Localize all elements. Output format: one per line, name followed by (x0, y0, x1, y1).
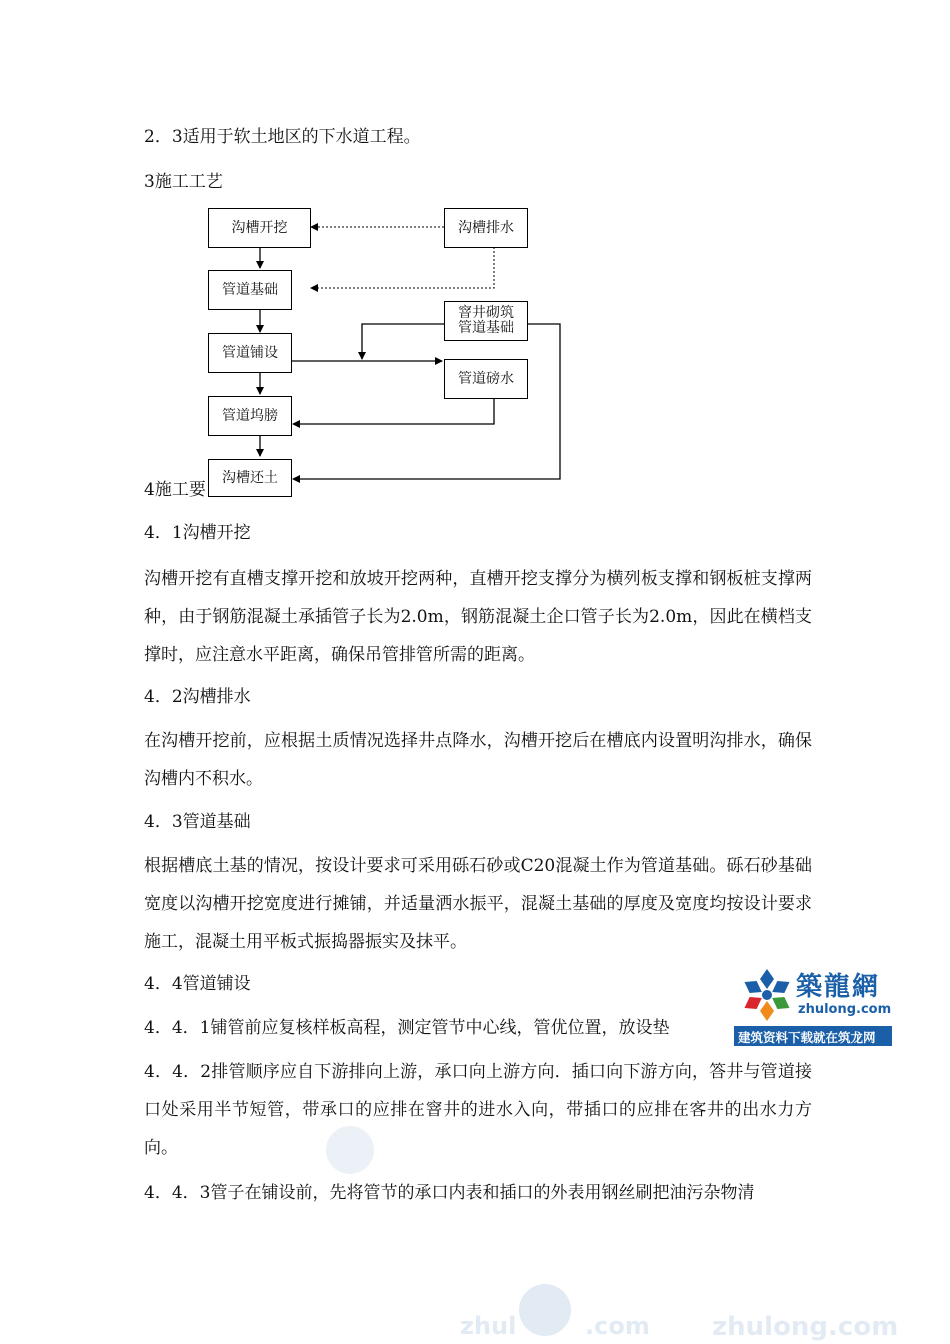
flow-box-label: 沟槽还土 (222, 469, 278, 486)
flow-box-label: 管道坞膀 (222, 407, 278, 424)
arrow-watertest-to-haunch (293, 398, 494, 424)
faint-watermark-mid: .com (585, 1312, 650, 1340)
flow-box-water-test (444, 359, 528, 399)
clause-4-4-2: 4．4．2排管顺序应自下游排向上游，承口向上游方向．插口向下游方向，答井与管道接口处采用半节短管，带承口的应排在窨井的进水入向，带插口的应排在客井的出水力方向。 (144, 1062, 812, 1158)
section-4-heading-partial: 4施工要 (144, 480, 206, 500)
heading-4-1: 4．1沟槽开挖 (144, 523, 251, 543)
arrow-drainage-to-foundation (311, 247, 494, 288)
flow-box-manhole-masonry (444, 301, 528, 341)
faint-snowflake-bottom (510, 1280, 580, 1344)
zhulong-slogan: 建筑资料下载就在筑龙网 (738, 1030, 876, 1045)
flow-box-label: 管道基础 (222, 281, 278, 298)
heading-4-3: 4．3管道基础 (144, 812, 251, 832)
flow-box-pipe-laying (208, 333, 292, 373)
faint-snowflake-mid (320, 1120, 380, 1184)
zhulong-watermark-logo (734, 962, 892, 1046)
clause-4-4-1: 4．4．1铺管前应复核样板高程，测定管节中心线，管优位置，放设垫 (144, 1018, 670, 1038)
zhulong-domain: zhulong.com (798, 1002, 892, 1017)
flow-box-trench-backfill (208, 459, 292, 497)
heading-4-4: 4．4管道铺设 (144, 974, 251, 994)
clause-4-4-3: 4．4．3管子在铺设前，先将管节的承口内表和插口的外表用钢丝刷把油污杂物清 (144, 1183, 755, 1203)
section-3-heading: 3施工工艺 (144, 172, 223, 192)
faint-watermark-right: zhulong.com (712, 1312, 899, 1342)
flow-box-pipe-haunching (208, 396, 292, 436)
flow-box-label: 管道铺设 (222, 344, 278, 361)
flow-box-label: 沟槽排水 (458, 219, 514, 236)
faint-snowflake-icon (510, 1280, 580, 1340)
paragraph-4-2: 在沟槽开挖前，应根据土质情况选择井点降水，沟槽开挖后在槽底内设置明沟排水，确保沟槽内不积水。 (144, 731, 812, 789)
flow-box-pipe-foundation (208, 270, 292, 310)
faint-watermark-left: zhul (460, 1312, 517, 1340)
flow-box-label: 管道基础 (458, 320, 514, 336)
flow-box-trench-drainage (444, 208, 528, 248)
flow-box-label: 管道磅水 (458, 370, 514, 387)
paragraph-4-1: 沟槽开挖有直槽支撑开挖和放坡开挖两种，直槽开挖支撑分为横列板支撑和钢板桩支撑两种，由于钢筋混凝土承插管子长为2.0m，钢筋混凝土企口管子长为2.0m，因此在横档支撑时，应注意水平距离，确保吊管排管所需的距离。 (144, 569, 812, 665)
clause-2-3: 2．3适用于软土地区的下水道工程。 (144, 127, 421, 147)
flow-box-label: 沟槽开挖 (231, 219, 288, 236)
arrow-manhole-to-laying (362, 324, 444, 359)
arrow-manhole-to-backfill (293, 324, 560, 479)
zhulong-brand-name: 築龍網 (796, 972, 881, 1002)
paragraph-4-3: 根据槽底土基的情况，按设计要求可采用砾石砂或C20混凝土作为管道基础。砾石砂基础宽度以沟槽开挖宽度进行摊铺，并适量洒水振平，混凝土基础的厚度及宽度均按设计要求施工，混凝土用平板式振捣器振实及抹平。 (144, 856, 812, 952)
flow-box-trench-excavation (208, 208, 311, 248)
heading-4-2: 4．2沟槽排水 (144, 687, 251, 707)
flow-box-label: 窨井砌筑 (458, 305, 514, 321)
faint-snowflake-icon (320, 1120, 380, 1180)
flowchart-connectors (0, 0, 950, 520)
